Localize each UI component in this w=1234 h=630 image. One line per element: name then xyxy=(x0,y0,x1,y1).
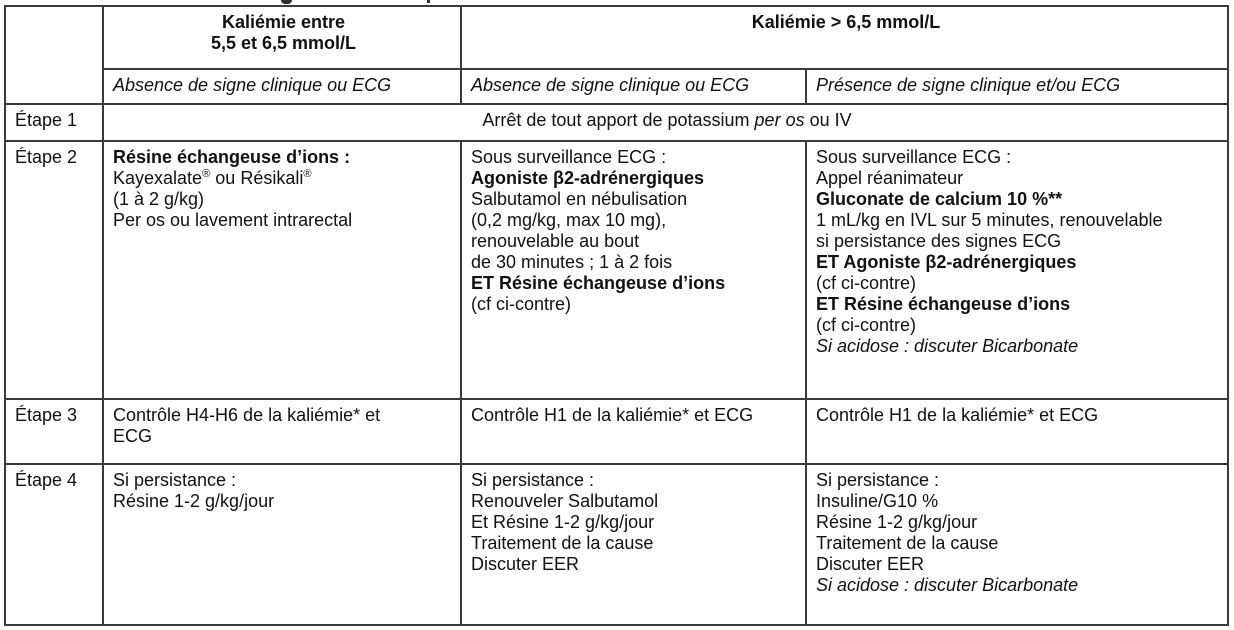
etape2-label: Étape 2 xyxy=(5,141,103,399)
etape3-cell-high-absence: Contrôle H1 de la kaliémie* et ECG xyxy=(461,399,806,464)
etape1-all-columns-cell: Arrêt de tout apport de potassium per os ou IV xyxy=(103,104,1228,141)
etape1-row xyxy=(5,104,1228,141)
etape4-row xyxy=(5,464,1228,625)
etape3-cell-mid: Contrôle H4-H6 de la kaliémie* et ECG xyxy=(103,399,461,464)
etape3-label: Étape 3 xyxy=(5,399,103,464)
subheader-presence-signe-high: Présence de signe clinique et/ou ECG xyxy=(806,69,1228,104)
cropped-text-remnant xyxy=(281,0,292,4)
etape2-cell-high-absence: Sous surveillance ECG : Agoniste β2-adrénergiques Salbutamol en nébulisation (0,2 mg/kg, max 10 mg), renouvelable au bout de 30 minutes ; 1 à 2 fois ET Résine échangeuse d’ions (cf ci-contre) xyxy=(461,141,806,399)
hyperkalemia-protocol-table xyxy=(4,5,1229,626)
etape3-row xyxy=(5,399,1228,464)
subheader-absence-signe-mid: Absence de signe clinique ou ECG xyxy=(103,69,461,104)
etape4-cell-high-absence: Si persistance : Renouveler Salbutamol Et Résine 1-2 g/kg/jour Traitement de la cause Discuter EER xyxy=(461,464,806,625)
etape2-cell-mid: Résine échangeuse d’ions : Kayexalate® ou Résikali® (1 à 2 g/kg) Per os ou lavement intrarectal xyxy=(103,141,461,399)
etape4-cell-high-presence: Si persistance : Insuline/G10 % Résine 1-2 g/kg/jour Traitement de la cause Discuter EER Si acidose : discuter Bicarbonate xyxy=(806,464,1228,625)
etape4-label: Étape 4 xyxy=(5,464,103,625)
etape3-cell-high-presence: Contrôle H1 de la kaliémie* et ECG xyxy=(806,399,1228,464)
corner-cell xyxy=(5,6,103,104)
column-header-kaliemie-sup-6-5: Kaliémie > 6,5 mmol/L xyxy=(461,6,1228,69)
etape4-cell-mid: Si persistance : Résine 1-2 g/kg/jour xyxy=(103,464,461,625)
etape2-row xyxy=(5,141,1228,399)
subheader-absence-signe-high: Absence de signe clinique ou ECG xyxy=(461,69,806,104)
header-row xyxy=(5,6,1228,69)
column-header-kaliemie-5-5-6-5: Kaliémie entre 5,5 et 6,5 mmol/L xyxy=(103,6,461,69)
etape2-cell-high-presence: Sous surveillance ECG : Appel réanimateur Gluconate de calcium 10 %** 1 mL/kg en IVL sur 5 minutes, renouvelable si persistance des signes ECG ET Agoniste β2-adrénergiques (cf ci-contre) ET Résine échangeuse d’ions (cf ci-contre) Si acidose : discuter Bicarbonate xyxy=(806,141,1228,399)
etape1-label: Étape 1 xyxy=(5,104,103,141)
cropped-text-remnant xyxy=(427,0,430,3)
subheader-row xyxy=(5,69,1228,104)
